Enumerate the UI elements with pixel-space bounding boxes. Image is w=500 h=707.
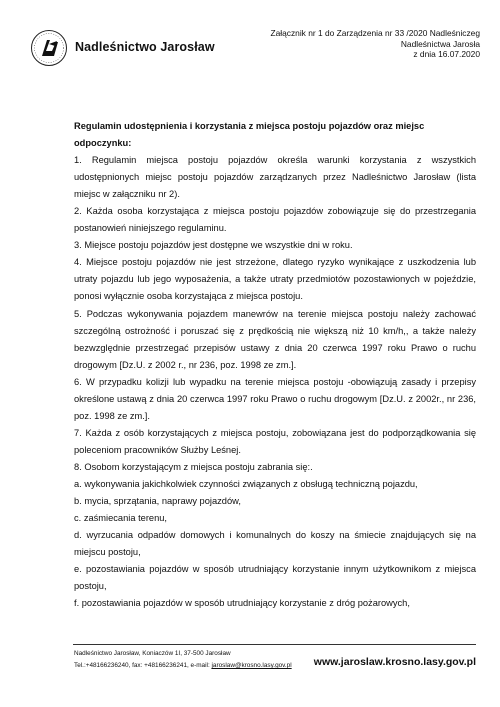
paragraph: 5. Podczas wykonywania pojazdem manewrów na terenie miejsca postoju należy zachować szczególną ostrożność i poruszać się z prędkością nie większą niż 10 km/h,, a także należy bezwzględnie przestrzegać przepisów ustawy z dnia 20 czerwca 1997 roku Prawo o ruchu drogowym [Dz.U. z 2002 r., nr 236, poz. 1998 ze zm.]. bbox=[74, 308, 476, 370]
attachment-line: Załącznik nr 1 do Zarządzenia nr 33 /2020 Nadleśniczeg bbox=[270, 28, 480, 38]
org-name: Nadleśnictwo Jarosław bbox=[75, 40, 215, 54]
document-body bbox=[74, 118, 476, 612]
list-item: d. wyrzucania odpadów domowych i komunalnych do koszy na śmiecie znajdujących się na miejscu postoju, bbox=[74, 530, 476, 558]
paragraph: 8. Osobom korzystającym z miejsca postoju zabrania się:. bbox=[74, 461, 313, 472]
paragraph: 1. Regulamin miejsca postoju pojazdów określa warunki korzystania z wszystkich udostępnionych miejsc postoju pojazdów zarządzanych przez Nadleśnictwo Jarosław (lista miejsc w załączniku nr 2). bbox=[74, 155, 476, 200]
footer-contact bbox=[74, 662, 292, 669]
attachment-line: z dnia 16.07.2020 bbox=[413, 49, 480, 59]
document-title: Regulamin udostępnienia i korzystania z miejsca postoju pojazdów oraz miejsc odpoczynku: bbox=[74, 121, 425, 149]
list-item: b. mycia, sprzątania, naprawy pojazdów, bbox=[74, 496, 241, 507]
list-item: c. zaśmiecania terenu, bbox=[74, 513, 168, 524]
list-item: a. wykonywania jakichkolwiek czynności związanych z obsługą techniczną pojazdu, bbox=[74, 478, 418, 489]
footer-divider bbox=[73, 644, 476, 645]
footer-website-link[interactable]: www.jaroslaw.krosno.lasy.gov.pl bbox=[313, 656, 476, 668]
list-item: e. pozostawiania pojazdów w sposób utrudniający korzystanie innym użytkownikom z miejsca postoju, bbox=[74, 564, 476, 592]
footer-email-link[interactable]: jaroslaw@krosno.lasy.gov.pl bbox=[211, 662, 292, 669]
paragraph: 2. Każda osoba korzystająca z miejsca postoju pojazdów zobowiązuje się do przestrzegania postanowień niniejszego regulaminu. bbox=[74, 206, 476, 234]
logo bbox=[30, 29, 68, 67]
attachment-line: Nadleśnictwa Jarosła bbox=[400, 38, 480, 49]
paragraph: 4. Miejsce postoju pojazdów nie jest strzeżone, dlatego ryzyko wynikające z uszkodzenia lub utraty pojazdu lub jego wyposażenia, a także utraty przedmiotów pozostawionych w pojeździe, ponosi wyłącznie osoba korzystająca z miejsca postoju. bbox=[74, 257, 476, 302]
footer-address: Nadleśnictwo Jarosław, Koniaczów 1I, 37-500 Jarosław bbox=[74, 650, 231, 657]
tree-logo-icon bbox=[30, 29, 68, 67]
attachment-note bbox=[271, 28, 481, 60]
paragraph: 6. W przypadku kolizji lub wypadku na terenie miejsca postoju -obowiązują zasady i przepisy określone ustawą z dnia 20 czerwca 1997 roku Prawo o ruchu drogowym [Dz.U. z 2002r., nr 236, poz. 1998 ze zm.]. bbox=[74, 376, 476, 421]
paragraph: 3. Miejsce postoju pojazdów jest dostępne we wszystkie dni w roku. bbox=[74, 240, 353, 251]
paragraph: 7. Każda z osób korzystających z miejsca postoju, zobowiązana jest do podporządkowania się poleceniom pracowników Służby Leśnej. bbox=[74, 427, 476, 455]
list-item: f. pozostawiania pojazdów w sposób utrudniający korzystanie z dróg pożarowych, bbox=[74, 598, 410, 609]
footer-phone: Tel.:+48166236240, fax: +48166236241, e-mail: bbox=[74, 662, 210, 669]
